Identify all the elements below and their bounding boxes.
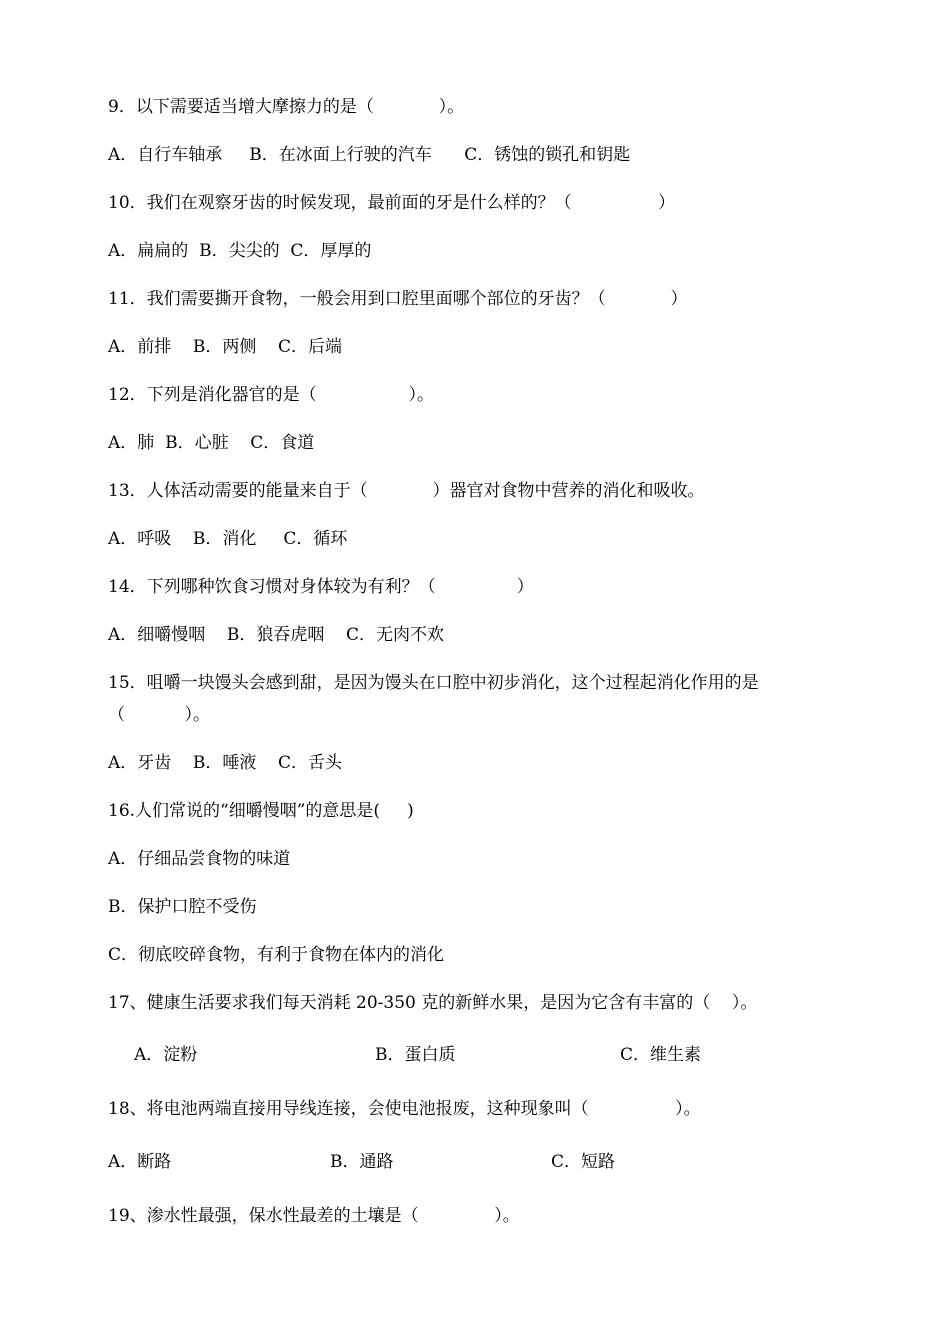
question-12-options: A．肺 B．心脏 C．食道 [108,433,315,453]
question-16-option-a: A．仔细品尝食物的味道 [108,849,291,869]
question-13-stem: 13．人体活动需要的能量来自于（ ）器官对食物中营养的消化和吸收。 [108,481,705,501]
question-17-option-a: A．淀粉 [134,1045,198,1065]
question-15-stem: 15．咀嚼一块馒头会感到甜，是因为馒头在口腔中初步消化，这个过程起消化作用的是 [108,673,759,693]
question-11-options: A．前排 B．两侧 C．后端 [108,337,343,357]
question-10-options: A．扁扁的 B．尖尖的 C．厚厚的 [108,241,372,261]
question-17-stem: 17、健康生活要求我们每天消耗 20-350 克的新鲜水果，是因为它含有丰富的（ ）。 [108,993,758,1013]
question-16-option-b: B．保护口腔不受伤 [108,897,257,917]
question-11-stem: 11．我们需要撕开食物，一般会用到口腔里面哪个部位的牙齿？（ ） [108,289,688,309]
question-18-stem: 18、将电池两端直接用导线连接，会使电池报废，这种现象叫（ ）。 [108,1099,701,1119]
question-10-stem: 10．我们在观察牙齿的时候发现，最前面的牙是什么样的？（ ） [108,193,676,213]
question-16-stem: 16.人们常说的“细嚼慢咽”的意思是( ) [108,801,414,821]
question-12-stem: 12．下列是消化器官的是（ ）。 [108,385,434,405]
question-17-option-b: B．蛋白质 [375,1045,456,1065]
question-19-stem: 19、渗水性最强，保水性最差的土壤是（ ）。 [108,1206,520,1226]
question-16-option-c: C．彻底咬碎食物，有利于食物在体内的消化 [108,945,445,965]
question-9-options: A．自行车轴承 B．在冰面上行驶的汽车 C．锈蚀的锁孔和钥匙 [108,145,631,165]
question-15-options: A．牙齿 B．唾液 C．舌头 [108,753,343,773]
question-9-stem: 9．以下需要适当增大摩擦力的是（ ）。 [108,97,465,117]
question-18-option-a: A．断路 [108,1152,172,1172]
question-18-option-c: C．短路 [551,1152,616,1172]
question-14-options: A．细嚼慢咽 B．狼吞虎咽 C．无肉不欢 [108,625,445,645]
question-13-options: A．呼吸 B．消化 C．循环 [108,529,348,549]
question-17-option-c: C．维生素 [620,1045,702,1065]
question-15-stem-continued: （ ）。 [108,705,210,725]
question-18-option-b: B．通路 [330,1152,394,1172]
question-14-stem: 14．下列哪种饮食习惯对身体较为有利？（ ） [108,577,534,597]
